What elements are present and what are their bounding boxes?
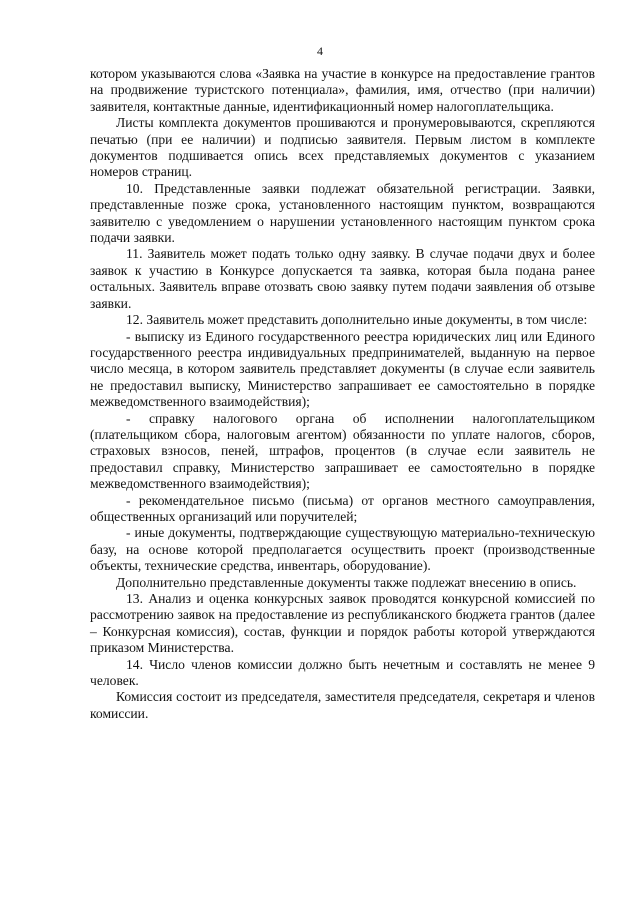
paragraph: - рекомендательное письмо (письма) от органов местного самоуправления, общественных организаций или поручителей; <box>90 492 595 524</box>
paragraph: 10. Представленные заявки подлежат обязательной регистрации. Заявки, представленные позже срока, установленного настоящим пунктом, возвращаются заявителю с уведомлением о нарушении установленного настоящим пунктом срока подачи заявки. <box>90 180 595 246</box>
paragraph: 13. Анализ и оценка конкурсных заявок проводятся конкурсной комиссией по рассмотрению заявок на предоставление из республиканского бюджета грантов (далее – Конкурсная комиссия), состав, функции и порядок работы которой утверждаются приказом Министерства. <box>90 591 595 656</box>
paragraph: Листы комплекта документов прошиваются и пронумеровываются, скрепляются печатью (при ее наличии) и подписью заявителя. Первым листом в комплекте документов подшивается опись всех представляемых документов с указанием номеров страниц. <box>90 115 595 180</box>
paragraph: котором указываются слова «Заявка на участие в конкурсе на предоставление грантов на продвижение туристского потенциала», фамилия, имя, отчество (при наличии) заявителя, контактные данные, идентификационный номер налогоплательщика. <box>90 66 595 114</box>
paragraph: - выписку из Единого государственного реестра юридических лиц или Единого государственного реестра индивидуальных предпринимателей, выданную на первое число месяца, в котором заявитель представляет документы (в случае если заявитель не предоставил выписку, Министерство запрашивает ее самостоятельно в порядке межведомственного взаимодействия); <box>90 328 595 410</box>
paragraph: 11. Заявитель может подать только одну заявку. В случае подачи двух и более заявок к участию в Конкурсе допускается та заявка, которая была подана ранее остальных. Заявитель вправе отозвать свою заявку путем подачи заявления об отзыве заявки. <box>90 246 595 311</box>
document-body <box>90 66 595 722</box>
page-number: 4 <box>317 44 323 58</box>
paragraph: 12. Заявитель может представить дополнительно иные документы, в том числе: <box>126 312 588 328</box>
paragraph: - иные документы, подтверждающие существующую материально-техническую базу, на основе которой предполагается осуществить проект (производственные объекты, технические средства, инвентарь, оборудование). <box>90 525 595 574</box>
paragraph: Комиссия состоит из председателя, заместителя председателя, секретаря и членов комиссии. <box>90 689 595 721</box>
paragraph: Дополнительно представленные документы также подлежат внесению в опись. <box>116 574 577 590</box>
paragraph: 14. Число членов комиссии должно быть нечетным и составлять не менее 9 человек. <box>90 656 595 689</box>
paragraph: - справку налогового органа об исполнении налогоплательщиком (плательщиком сбора, налоговым агентом) обязанности по уплате налогов, сборов, страховых взносов, пеней, штрафов, процентов (в случае если заявитель не предоставил справку, Министерство запрашивает ее самостоятельно в порядке межведомственного взаимодействия); <box>90 410 595 492</box>
